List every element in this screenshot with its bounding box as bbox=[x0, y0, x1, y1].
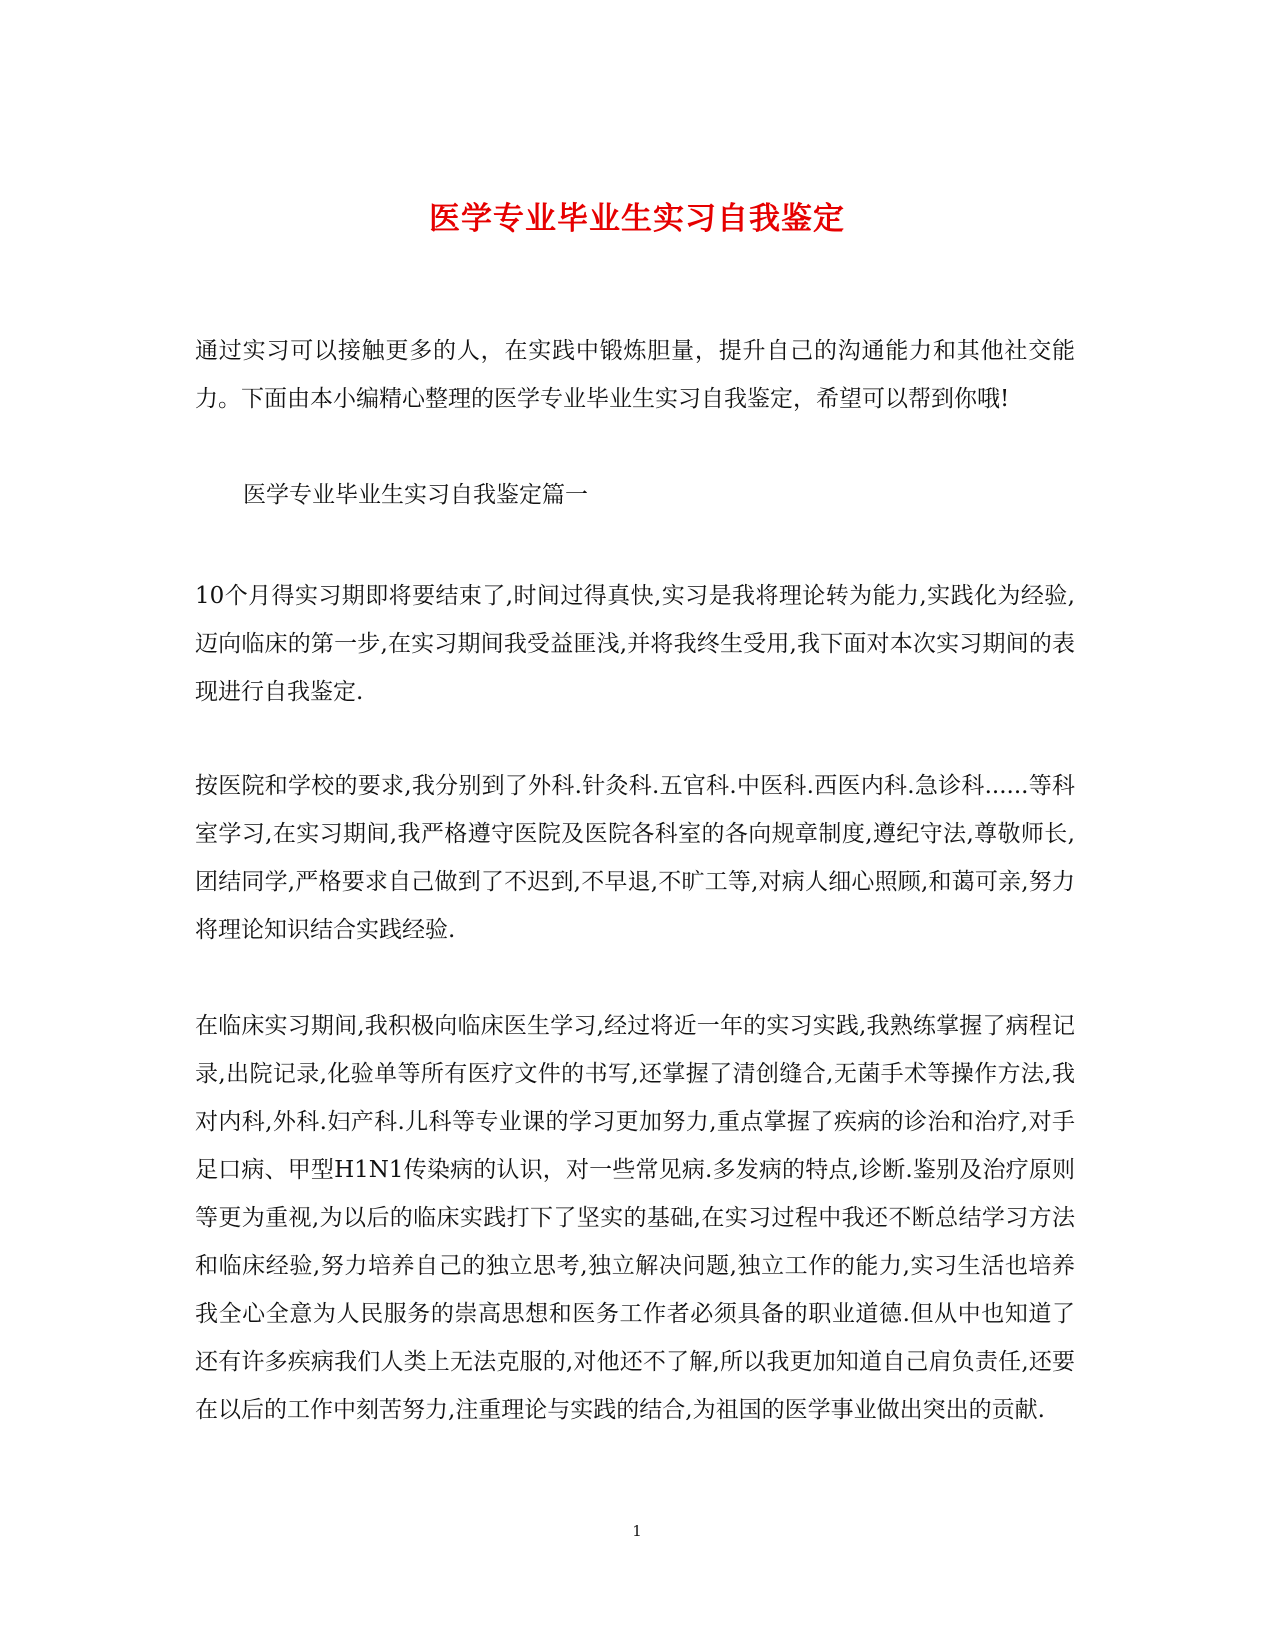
section-heading: 医学专业毕业生实习自我鉴定篇一 bbox=[243, 482, 588, 508]
body-paragraph-3: 在临床实习期间,我积极向临床医生学习,经过将近一年的实习实践,我熟练掌握了病程记录,出院记录,化验单等所有医疗文件的书写,还掌握了清创缝合,无菌手术等操作方法,我对内科,外科.妇产科.儿科等专业课的学习更加努力,重点掌握了疾病的诊治和治疗,对手足口病、甲型H1N1传染病的认识，对一些常见病.多发病的特点,诊断.鉴别及治疗原则等更为重视,为以后的临床实践打下了坚实的基础,在实习过程中我还不断总结学习方法和临床经验,努力培养自己的独立思考,独立解决问题,独立工作的能力,实习生活也培养我全心全意为人民服务的崇高思想和医务工作者必须具备的职业道德.但从中也知道了还有许多疾病我们人类上无法克服的,对他还不了解,所以我更加知道自己肩负责任,还要在以后的工作中刻苦努力,注重理论与实践的结合,为祖国的医学事业做出突出的贡献. bbox=[195, 1013, 1075, 1423]
body-paragraph-2: 按医院和学校的要求,我分别到了外科.针灸科.五官科.中医科.西医内科.急诊科......等科室学习,在实习期间,我严格遵守医院及医院各科室的各向规章制度,遵纪守法,尊敬师长,团结同学,严格要求自己做到了不迟到,不早退,不旷工等,对病人细心照顾,和蔼可亲,努力将理论知识结合实践经验. bbox=[195, 773, 1075, 943]
body-paragraph-1: 10个月得实习期即将要结束了,时间过得真快,实习是我将理论转为能力,实践化为经验,迈向临床的第一步,在实习期间我受益匪浅,并将我终生受用,我下面对本次实习期间的表现进行自我鉴定. bbox=[195, 583, 1075, 705]
intro-paragraph: 通过实习可以接触更多的人，在实践中锻炼胆量，提升自己的沟通能力和其他社交能力。下面由本小编精心整理的医学专业毕业生实习自我鉴定，希望可以帮到你哦! bbox=[195, 338, 1075, 412]
document-title: 医学专业毕业生实习自我鉴定 bbox=[429, 200, 845, 237]
page-number: 1 bbox=[632, 1522, 642, 1540]
